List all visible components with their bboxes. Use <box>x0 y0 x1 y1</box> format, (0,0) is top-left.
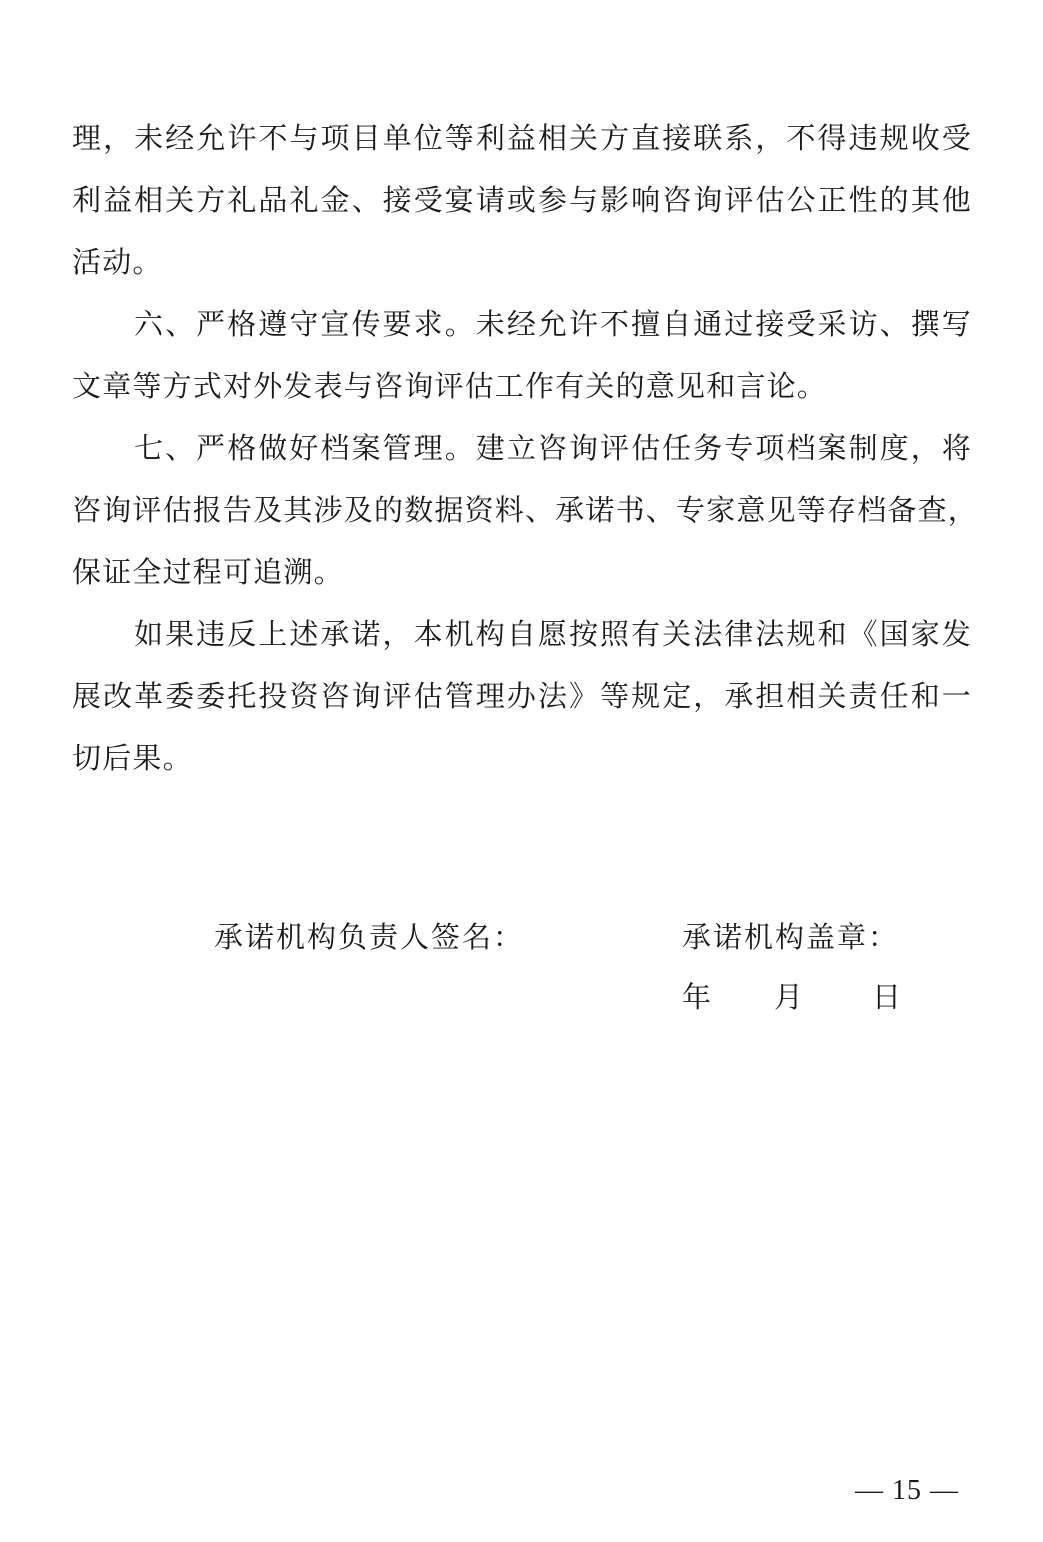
date-month-label: 月 <box>774 980 804 1014</box>
date-day-label: 日 <box>872 980 902 1014</box>
paragraph-line: 展改革委委托投资咨询评估管理办法》等规定，承担相关责任和一 <box>72 679 972 713</box>
paragraph-line: 活动。 <box>72 245 163 279</box>
page-number: — 15 — <box>855 1475 959 1506</box>
paragraph-line: 如果违反上述承诺，本机构自愿按照有关法律法规和《国家发 <box>134 617 972 651</box>
paragraph-line: 利益相关方礼品礼金、接受宴请或参与影响咨询评估公正性的其他 <box>72 183 972 217</box>
paragraph-line: 保证全过程可追溯。 <box>72 555 344 589</box>
paragraph-line: 切后果。 <box>72 741 193 775</box>
date-year-label: 年 <box>682 980 712 1014</box>
responsible-person-signature-label: 承诺机构负责人签名： <box>214 920 525 954</box>
paragraph-line: 六、严格遵守宣传要求。未经允许不擅自通过接受采访、撰写 <box>134 307 972 341</box>
paragraph-line: 咨询评估报告及其涉及的数据资料、承诺书、专家意见等存档备查， <box>72 493 979 527</box>
paragraph-line: 七、严格做好档案管理。建立咨询评估任务专项档案制度，将 <box>134 431 972 465</box>
paragraph-line: 理，未经允许不与项目单位等利益相关方直接联系，不得违规收受 <box>72 121 972 155</box>
seal-label: 承诺机构盖章： <box>682 920 900 954</box>
paragraph-line: 文章等方式对外发表与咨询评估工作有关的意见和言论。 <box>72 369 828 403</box>
